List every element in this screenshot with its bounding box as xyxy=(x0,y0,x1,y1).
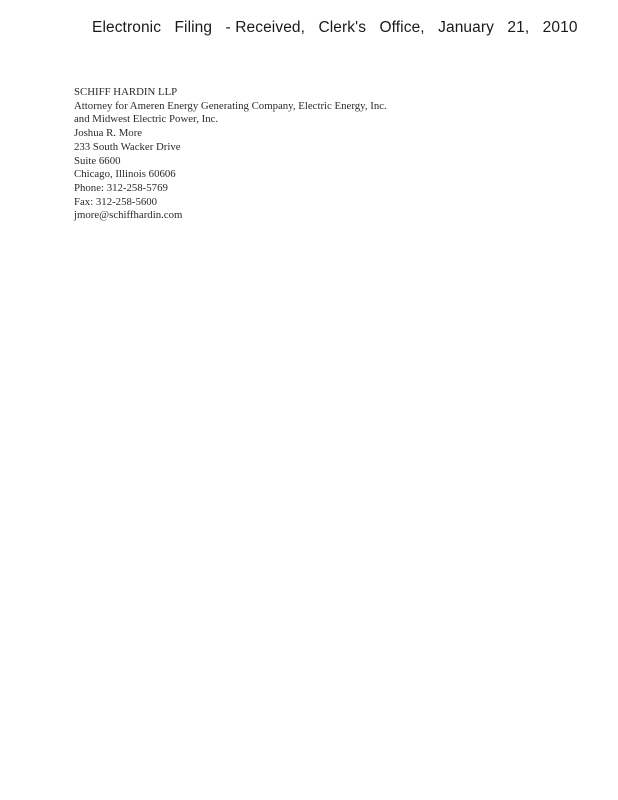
fax-number: Fax: 312-258-5600 xyxy=(74,195,158,208)
attorney-address-block xyxy=(74,86,474,223)
phone-number: Phone: 312-258-5769 xyxy=(74,181,168,194)
city-state-zip: Chicago, Illinois 60606 xyxy=(74,168,176,181)
stamp-word: Filing xyxy=(174,19,213,36)
filing-stamp-header xyxy=(92,18,578,38)
attorney-role-line-2: and Midwest Electric Power, Inc. xyxy=(74,113,219,126)
stamp-word: 2010 xyxy=(542,19,578,36)
stamp-word: Electronic xyxy=(92,19,162,36)
email-address: jmore@schiffhardin.com xyxy=(74,209,183,222)
attorney-role-line-1: Attorney for Ameren Energy Generating Company, Electric Energy, Inc. xyxy=(74,99,387,112)
street-address: 233 South Wacker Drive xyxy=(74,140,181,153)
stamp-word: 21, xyxy=(507,19,530,36)
stamp-word: January xyxy=(438,19,494,36)
firm-name: SCHIFF HARDIN LLP xyxy=(74,86,178,98)
suite: Suite 6600 xyxy=(74,154,121,167)
stamp-word: Office, xyxy=(379,19,425,36)
stamp-word: - Received, xyxy=(225,19,306,36)
stamp-word: Clerk's xyxy=(318,19,367,36)
attorney-name: Joshua R. More xyxy=(74,127,143,140)
